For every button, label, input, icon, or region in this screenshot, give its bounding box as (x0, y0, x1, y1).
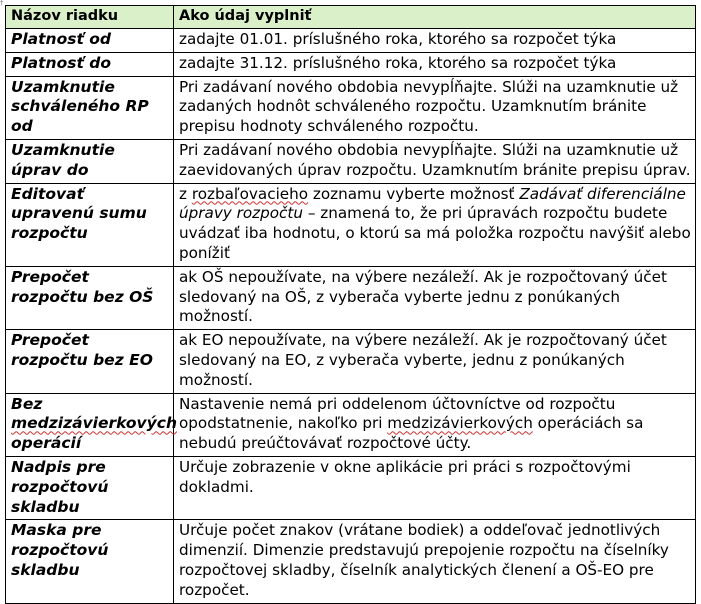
table-row (6, 266, 696, 329)
spellcheck-word: rozbaľovacieho (191, 184, 309, 203)
desc-suffix: operáciách sa nebudú preúčtovávať rozpočtové účty. (179, 414, 644, 453)
name-part: operácií (11, 434, 82, 453)
desc-suffix: – znamená to, že pri úpravách rozpočtu budete uvádzať iba hodnotu, o ktorú sa má položka rozpočtu navýšiť alebo ponížiť (179, 204, 691, 262)
table-row (6, 139, 696, 183)
row-description: ak OŠ nepoužívate, na výbere nezáleží. Ak je rozpočtovaný účet sledovaný na OŠ, z vyberača vyberte jednu z ponúkaných možností. (174, 266, 696, 329)
row-name: Platnosť od (6, 29, 174, 53)
row-description (174, 183, 696, 266)
table-row (6, 29, 696, 53)
spellcheck-word: medzizávierkových (387, 414, 533, 433)
row-description: ak EO nepoužívate, na výbere nezáleží. Ak je rozpočtovaný účet sledovaný na EO, z vyberača vyberte, jednu z ponúkaných možností. (174, 330, 696, 393)
row-name: Prepočet rozpočtu bez EO (6, 330, 174, 393)
row-name: Maska pre rozpočtovú skladbu (6, 520, 174, 603)
table-header-row (6, 6, 696, 29)
row-name: Nadpis pre rozpočtovú skladbu (6, 456, 174, 519)
desc-prefix: z (179, 184, 192, 203)
row-description: Pri zadávaní nového obdobia nevypĺňajte. Slúži na uzamknutie už zadaných hodnôt schváleného rozpočtu. Uzamknutím bránite prepisu hodnoty schváleného rozpočtu. (174, 76, 696, 139)
table-row (6, 183, 696, 266)
row-name: Uzamknutie úprav do (6, 139, 174, 183)
desc-prefix: Nastavenie nemá pri oddelenom účtovníctve od rozpočtu opodstatnenie, nakoľko pri (179, 394, 616, 433)
name-part: Bez (11, 394, 43, 413)
table-row (6, 330, 696, 393)
row-name: Platnosť do (6, 52, 174, 76)
row-description (174, 393, 696, 456)
row-description: zadajte 01.01. príslušného roka, ktorého sa rozpočet týka (174, 29, 696, 53)
table-row (6, 393, 696, 456)
option-name: Zadávať diferenciálne úpravy rozpočtu (179, 184, 686, 223)
header-name: Názov riadku (6, 6, 174, 29)
field-description-table (5, 5, 696, 604)
row-description: Určuje zobrazenie v okne aplikácie pri práci s rozpočtovými dokladmi. (174, 456, 696, 519)
spellcheck-word: medzizávierkových (11, 414, 177, 433)
table-row (6, 52, 696, 76)
header-description: Ako údaj vyplniť (174, 6, 696, 29)
row-name: Editovať upravenú sumu rozpočtu (6, 183, 174, 266)
row-name: Uzamknutie schváleného RP od (6, 76, 174, 139)
row-name (6, 393, 177, 456)
row-name: Prepočet rozpočtu bez OŠ (6, 266, 174, 329)
table-row (6, 76, 696, 139)
row-description: Pri zadávaní nového obdobia nevypĺňajte. Slúži na uzamknutie už zaevidovaných úprav rozpočtu. Uzamknutím bránite prepisu úprav. (174, 139, 696, 183)
row-description: zadajte 31.12. príslušného roka, ktorého sa rozpočet týka (174, 52, 696, 76)
desc-middle: zoznamu vyberte možnosť (308, 184, 520, 203)
row-description: Určuje počet znakov (vrátane bodiek) a oddeľovač jednotlivých dimenzií. Dimenzie predstavujú prepojenie rozpočtu na číselníky rozpočtovej skladby, číselník analytických členení a OŠ-EO pre rozpočet. (174, 520, 696, 603)
table-row (6, 456, 696, 519)
corner-mark: † (0, 0, 4, 7)
table-row (6, 520, 696, 603)
